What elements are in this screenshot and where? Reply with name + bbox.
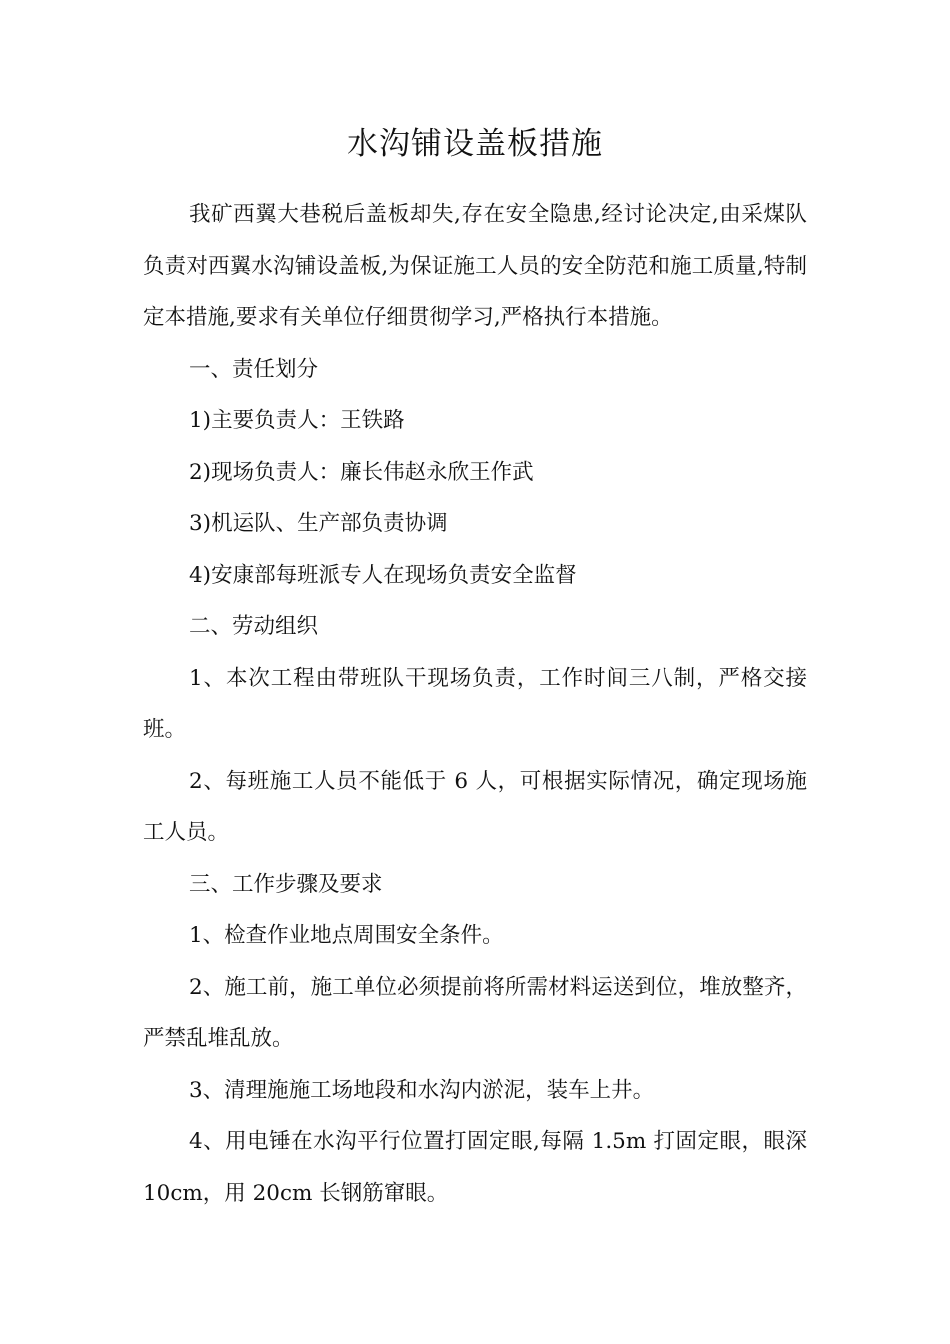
list-item: 1)主要负责人：王铁路: [189, 408, 405, 433]
section-heading-labor: 二、劳动组织: [189, 614, 319, 639]
list-item: 2、施工前，施工单位必须提前将所需材料运送到位，堆放整齐，严禁乱堆乱放。: [143, 974, 807, 1051]
document-title: 水沟铺设盖板措施: [347, 126, 603, 162]
document-body: [143, 189, 807, 1219]
list-item: 3、清理施施工场地段和水沟内淤泥，装车上井。: [189, 1077, 655, 1103]
list-item: 3)机运队、生产部负责协调: [189, 511, 448, 536]
list-item: 4)安康部每班派专人在现场负责安全监督: [189, 562, 577, 588]
list-item: 1、检查作业地点周围安全条件。: [189, 923, 504, 948]
list-item: 4、用电锤在水沟平行位置打固定眼,每隔 1.5m 打固定眼，眼深 10cm，用 20cm 长钢筋窜眼。: [143, 1129, 807, 1206]
intro-paragraph: 我矿西翼大巷税后盖板却失,存在安全隐患,经讨论决定,由采煤队负责对西翼水沟铺设盖板,为保证施工人员的安全防范和施工质量,特制定本措施,要求有关单位仔细贯彻学习,严格执行本措施。: [143, 202, 807, 330]
list-item: 1、本次工程由带班队干现场负责，工作时间三八制，严格交接班。: [143, 665, 807, 742]
section-heading-responsibility: 一、责任划分: [189, 356, 319, 382]
section-heading-steps: 三、工作步骤及要求: [189, 871, 383, 897]
list-item: 2)现场负责人：廉长伟赵永欣王作武: [189, 459, 534, 485]
list-item: 2、每班施工人员不能低于 6 人，可根据实际情况，确定现场施工人员。: [143, 768, 807, 845]
